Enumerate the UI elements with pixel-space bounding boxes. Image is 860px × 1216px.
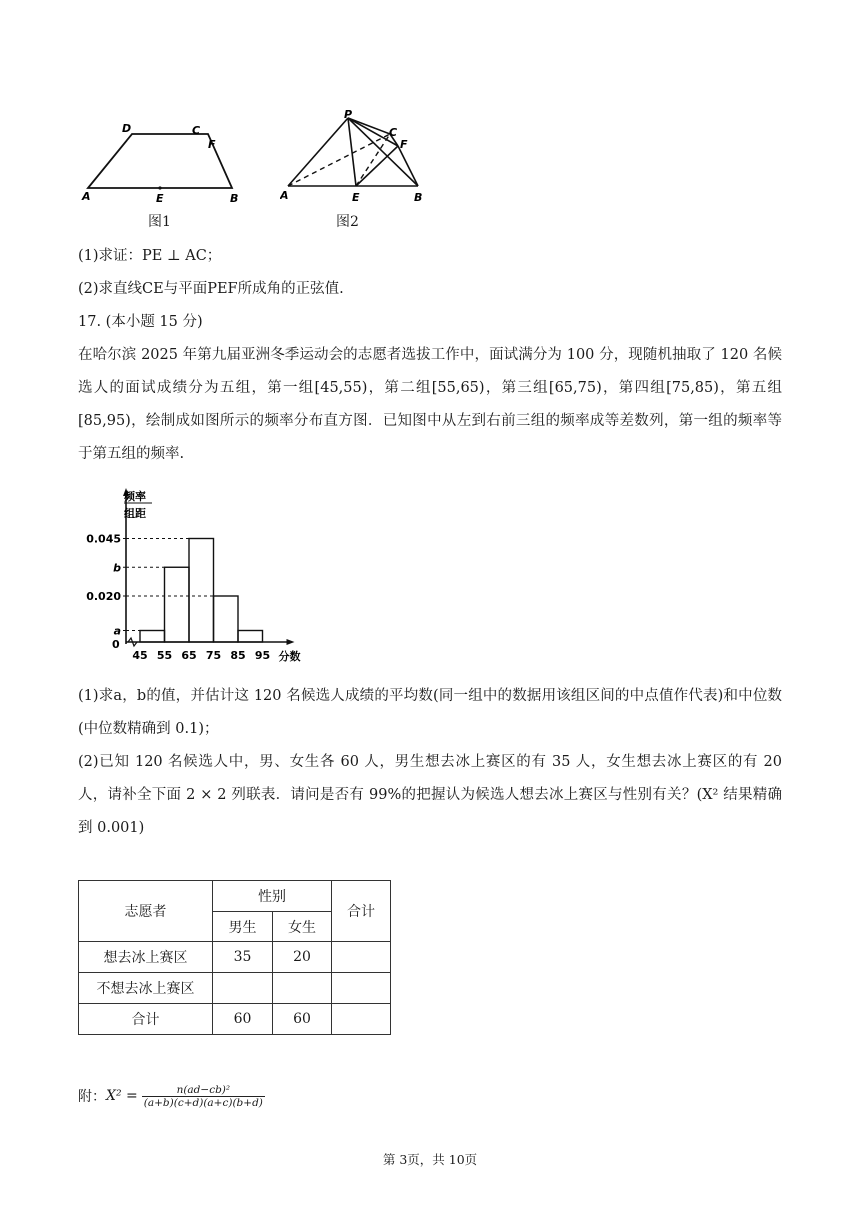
figure-2-caption: 图2 xyxy=(336,214,359,230)
page-footer: 第 3页，共 10页 xyxy=(382,1152,478,1167)
x-tick-label: 75 xyxy=(205,649,222,662)
q16-part1: (1)求证：PE ⊥ AC； xyxy=(78,248,222,264)
row-label: 不想去冰上赛区 xyxy=(79,973,213,1004)
x-tick-label: 65 xyxy=(181,649,197,662)
header-gender: 性别 xyxy=(213,881,332,912)
cell-male: 60 xyxy=(213,1004,273,1035)
histogram-bar xyxy=(189,539,214,643)
cell-total xyxy=(332,973,391,1004)
x-tick-label: 55 xyxy=(156,649,173,662)
formula-prefix: 附： xyxy=(78,1089,106,1105)
label-C: C xyxy=(192,124,201,137)
header-male: 男生 xyxy=(213,912,273,942)
cell-total xyxy=(332,942,391,973)
cell-male xyxy=(213,973,273,1004)
q17-part2: (2)已知 120 名候选人中，男、女生各 60 人，男生想去冰上赛区的有 35 人，女生想去冰上赛区的有 20 人，请补全下面 2 × 2 列联表．请问是否有 99%的把握认为候选人想去冰上赛区与性别有关？(X² 结果精确到 0.001) xyxy=(78,754,782,836)
x-axis-label: 分数 xyxy=(278,650,301,663)
formula-numerator: n(ad−cb)² xyxy=(176,1083,231,1096)
label-E: E xyxy=(352,191,360,204)
label-P: P xyxy=(344,110,353,121)
cell-total xyxy=(332,1004,391,1035)
histogram-bar xyxy=(140,631,165,643)
histogram-bar xyxy=(165,567,190,642)
origin-label: 0 xyxy=(112,638,120,651)
y-tick-label: 0.045 xyxy=(86,532,121,546)
label-B: B xyxy=(414,191,423,204)
x-tick-label: 85 xyxy=(230,649,246,662)
header-female: 女生 xyxy=(273,912,332,942)
y-tick-label: 0.020 xyxy=(86,590,121,603)
cell-female: 60 xyxy=(273,1004,332,1035)
y-tick-label: b xyxy=(113,561,121,575)
q16-part2: (2)求直线CE与平面PEF所成角的正弦值. xyxy=(78,281,344,297)
y-label-top: 频率 xyxy=(124,490,146,503)
label-B: B xyxy=(230,192,239,205)
label-F: F xyxy=(400,138,408,151)
header-total: 合计 xyxy=(332,881,391,942)
figure-1-caption: 图1 xyxy=(148,214,171,230)
histogram-bar xyxy=(214,596,239,642)
table-row xyxy=(79,973,391,1004)
label-F: F xyxy=(208,138,216,151)
label-D: D xyxy=(122,122,132,135)
cell-female xyxy=(273,973,332,1004)
x-tick-label: 45 xyxy=(132,649,148,662)
x-axis-arrow xyxy=(287,639,295,645)
label-A: A xyxy=(82,190,91,203)
label-A: A xyxy=(280,189,289,202)
q17-stem: 在哈尔滨 2025 年第九届亚洲冬季运动会的志愿者选拔工作中，面试满分为 100 分，现随机抽取了 120 名候选人的面试成绩分为五组，第一组[45,55)，第二组[55,65)，第三组[65,75)，第四组[75,85)，第五组[85,95)，绘制成如图所示的频率分布直方图．已知图中从左到右前三组的频率成等差数列，第一组的频率等于第五组的频率. xyxy=(78,347,782,462)
row-label: 合计 xyxy=(79,1004,213,1035)
y-tick-label: a xyxy=(113,624,121,638)
table-row xyxy=(79,1004,391,1035)
q17-heading: 17. (本小题 15 分) xyxy=(78,314,203,330)
histogram-bar xyxy=(238,631,263,643)
y-label-bottom: 组距 xyxy=(124,507,146,520)
row-label: 想去冰上赛区 xyxy=(79,942,213,973)
table-row xyxy=(79,942,391,973)
label-C: C xyxy=(389,126,398,139)
figure-1-trapezoid xyxy=(80,118,250,208)
header-volunteer: 志愿者 xyxy=(79,881,213,942)
figure-2-pyramid xyxy=(280,110,440,208)
chi-square-formula xyxy=(78,1076,265,1116)
frequency-histogram xyxy=(74,482,314,672)
formula-lhs: X² = xyxy=(106,1088,138,1104)
q17-part1: (1)求a，b的值，并估计这 120 名候选人成绩的平均数(同一组中的数据用该组区间的中点值作代表)和中位数(中位数精确到 0.1)； xyxy=(78,688,782,737)
x-tick-label: 95 xyxy=(254,649,271,662)
contingency-table xyxy=(78,880,391,1035)
formula-fraction xyxy=(142,1084,265,1109)
cell-female: 20 xyxy=(273,942,332,973)
cell-male: 35 xyxy=(213,942,273,973)
label-E: E xyxy=(156,192,164,205)
formula-denominator: (a+b)(c+d)(a+c)(b+d) xyxy=(143,1096,263,1109)
